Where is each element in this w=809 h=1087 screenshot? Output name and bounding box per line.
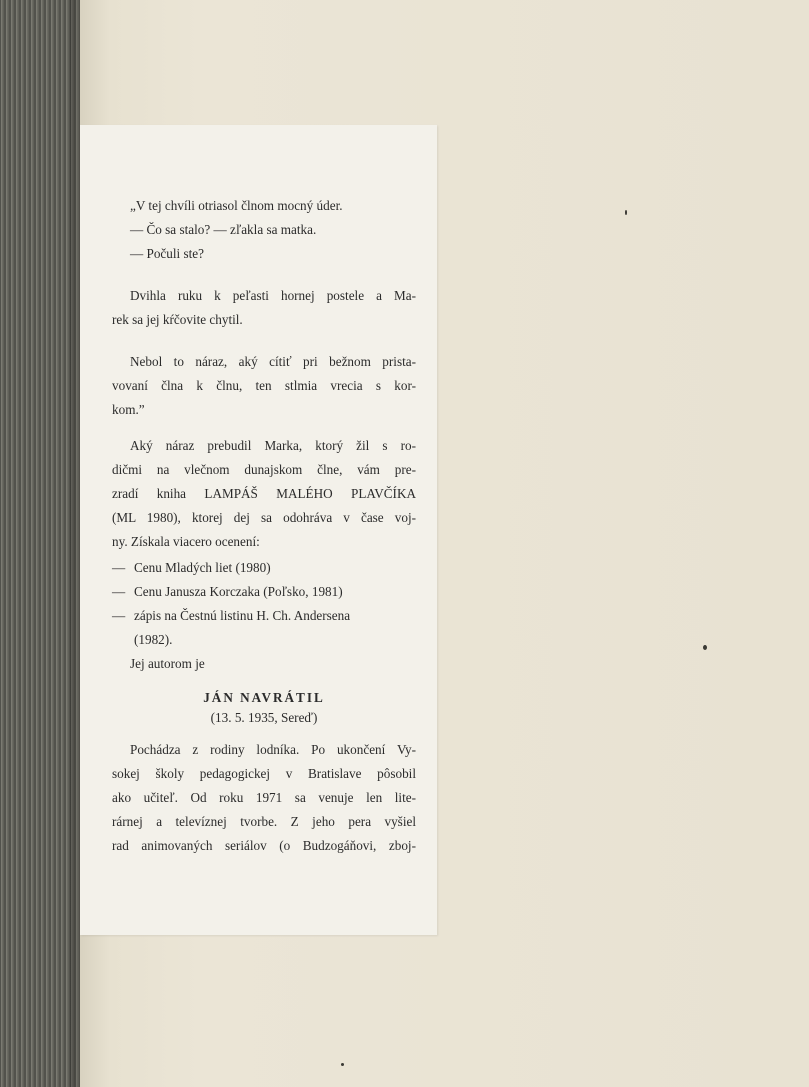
- paragraph-line: rek sa jej kŕčovite chytil.: [112, 312, 243, 327]
- paragraph-line: (ML 1980), ktorej dej sa odohráva v čase voj-: [112, 510, 416, 525]
- paragraph-2: [112, 350, 416, 422]
- paper-speck: [703, 645, 707, 650]
- bio-line: rad animovaných seriálov (o Budzogáňovi, zboj-: [112, 838, 416, 853]
- paper-speck: [341, 1063, 344, 1066]
- award-text: Cenu Mladých liet (1980): [134, 560, 271, 575]
- award-text: (1982).: [134, 632, 173, 647]
- author-name: JÁN NAVRÁTIL: [203, 690, 325, 705]
- bio-line: sokej školy pedagogickej v Bratislave pôsobil: [112, 766, 416, 781]
- award-dash: [112, 628, 134, 652]
- bio-line: ako učiteľ. Od roku 1971 sa venuje len lite-: [112, 790, 416, 805]
- paragraph-line: kom.”: [112, 402, 145, 417]
- paragraph-line: vovaní člna k člnu, ten stlmia vrecia s kor-: [112, 378, 416, 393]
- paragraph-line: dičmi na vlečnom dunajskom člne, vám pre-: [112, 462, 416, 477]
- award-item: [112, 628, 416, 652]
- paragraph-line: Aký náraz prebudil Marka, ktorý žil s ro-: [130, 438, 416, 453]
- award-text: zápis na Čestnú listinu H. Ch. Andersena: [134, 608, 351, 623]
- award-text: Cenu Janusza Korczaka (Poľsko, 1981): [134, 584, 343, 599]
- paragraph-line: zradí kniha LAMPÁŠ MALÉHO PLAVČÍKA: [112, 486, 416, 501]
- quote-line: — Počuli ste?: [130, 246, 204, 261]
- paragraph-1: [112, 284, 416, 332]
- paragraph-3: [112, 434, 416, 554]
- quote-line: „V tej chvíli otriasol člnom mocný úder.: [130, 198, 343, 213]
- award-item: [112, 604, 416, 628]
- award-item: [112, 556, 416, 580]
- award-dash: —: [112, 608, 126, 623]
- paragraph-line: Nebol to náraz, aký cítiť pri bežnom prista-: [130, 354, 416, 369]
- book-page-edges: [0, 0, 80, 1087]
- awards-list: [112, 556, 416, 652]
- paragraph-line: ny. Získala viacero ocenení:: [112, 534, 260, 549]
- slip-text: [112, 194, 416, 858]
- bio-line: Pochádza z rodiny lodníka. Po ukončení Vy-: [130, 742, 416, 757]
- bio-line: rárnej a televíznej tvorbe. Z jeho pera vyšiel: [112, 814, 416, 829]
- quote-block: [112, 194, 416, 266]
- award-item: [112, 580, 416, 604]
- paper-speck: [625, 210, 627, 215]
- quote-line: — Čo sa stalo? — zľakla sa matka.: [130, 222, 317, 237]
- author-dates: (13. 5. 1935, Sereď): [210, 710, 318, 725]
- award-dash: —: [112, 584, 126, 599]
- bio-paragraph: [112, 738, 416, 858]
- author-intro: Jej autorom je: [130, 656, 205, 671]
- paragraph-line: Dvihla ruku k peľasti hornej postele a Ma-: [130, 288, 416, 303]
- award-dash: —: [112, 560, 126, 575]
